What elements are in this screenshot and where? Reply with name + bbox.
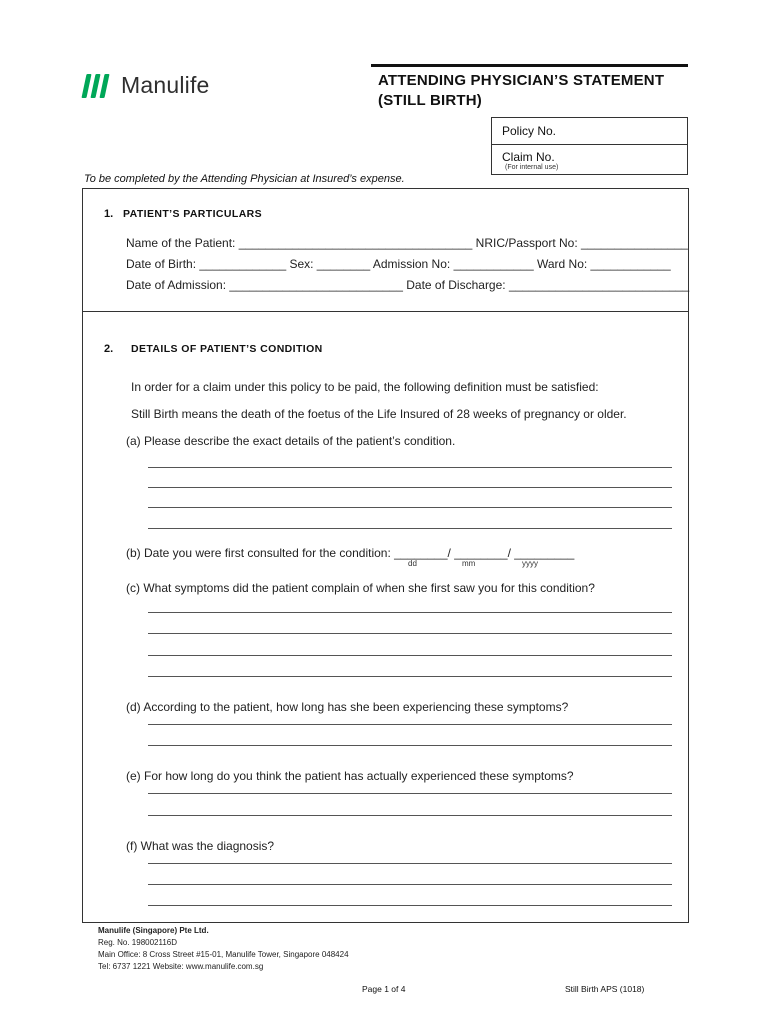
date-yyyy-label: yyyy [522,559,538,568]
brand-name: Manulife [121,72,210,98]
policy-no-field[interactable]: Policy No. [502,124,557,138]
reference-box [491,117,688,175]
dob-sex-admission-ward-row[interactable]: Date of Birth: _____________ Sex: ________ Admission No: ____________ Ward No: ____________ [126,257,671,271]
page-number: Page 1 of 4 [362,984,406,994]
question-f: (f) What was the diagnosis? [126,839,275,853]
section-2-number: 2. [104,343,114,355]
form-title-line2: (STILL BIRTH) [378,92,482,109]
form-title [378,71,664,111]
question-a: (a) Please describe the exact details of the patient’s condition. [126,434,456,448]
answer-d-line-1[interactable] [148,724,672,725]
date-dd-label: dd [408,559,417,568]
form-title-line1: ATTENDING PHYSICIAN’S STATEMENT [378,72,665,89]
footer-contact: Tel: 6737 1221 Website: www.manulife.com.sg [98,962,264,971]
title-rule [371,64,688,67]
answer-e-line-2[interactable] [148,815,672,816]
form-frame-left [82,188,83,923]
question-d: (d) According to the patient, how long has she been experiencing these symptoms? [126,700,569,714]
date-mm-label: mm [462,559,476,568]
claim-no-field[interactable]: Claim No. [502,150,555,164]
answer-e-line-1[interactable] [148,793,672,794]
form-identifier: Still Birth APS (1018) [565,984,645,994]
section-1-heading: PATIENT’S PARTICULARS [123,208,263,220]
answer-c-line-3[interactable] [148,655,672,656]
section-2-heading: DETAILS OF PATIENT’S CONDITION [131,343,323,355]
answer-a-line-3[interactable] [148,507,672,508]
admission-discharge-row[interactable]: Date of Admission: __________________________ Date of Discharge: ___________________________ [126,278,690,292]
footer-company: Manulife (Singapore) Pte Ltd. [98,926,209,935]
footer-office-address: Main Office: 8 Cross Street #15-01, Manulife Tower, Singapore 048424 [98,950,349,959]
answer-a-line-2[interactable] [148,487,672,488]
manulife-logo [84,72,210,99]
still-birth-definition: Still Birth means the death of the foetus of the Life Insured of 28 weeks of pregnancy or older. [131,407,627,421]
footer-reg-no: Reg. No. 198002116D [98,938,178,947]
manulife-stripes-icon [84,74,107,98]
form-frame-top [82,188,689,189]
question-e: (e) For how long do you think the patient has actually experienced these symptoms? [126,769,574,783]
form-frame-right [688,188,689,923]
reference-box-divider [492,144,687,145]
internal-use-note: (For internal use) [505,164,559,171]
instruction-text: To be completed by the Attending Physician at Insured’s expense. [84,173,405,185]
answer-f-line-3[interactable] [148,905,672,906]
section-divider [82,311,689,312]
answer-f-line-2[interactable] [148,884,672,885]
question-b-date-field[interactable]: (b) Date you were first consulted for the condition: ________/ ________/ _________ [126,546,575,560]
answer-c-line-4[interactable] [148,676,672,677]
question-c: (c) What symptoms did the patient complain of when she first saw you for this condition? [126,581,595,595]
patient-name-nric-row[interactable]: Name of the Patient: ___________________________________ NRIC/Passport No: ________________ [126,236,688,250]
form-frame-bottom [82,922,689,923]
answer-c-line-1[interactable] [148,612,672,613]
answer-a-line-1[interactable] [148,467,672,468]
answer-a-line-4[interactable] [148,528,672,529]
claim-intro-text: In order for a claim under this policy to be paid, the following definition must be satisfied: [131,380,599,394]
answer-d-line-2[interactable] [148,745,672,746]
section-1-number: 1. [104,208,114,220]
answer-f-line-1[interactable] [148,863,672,864]
answer-c-line-2[interactable] [148,633,672,634]
